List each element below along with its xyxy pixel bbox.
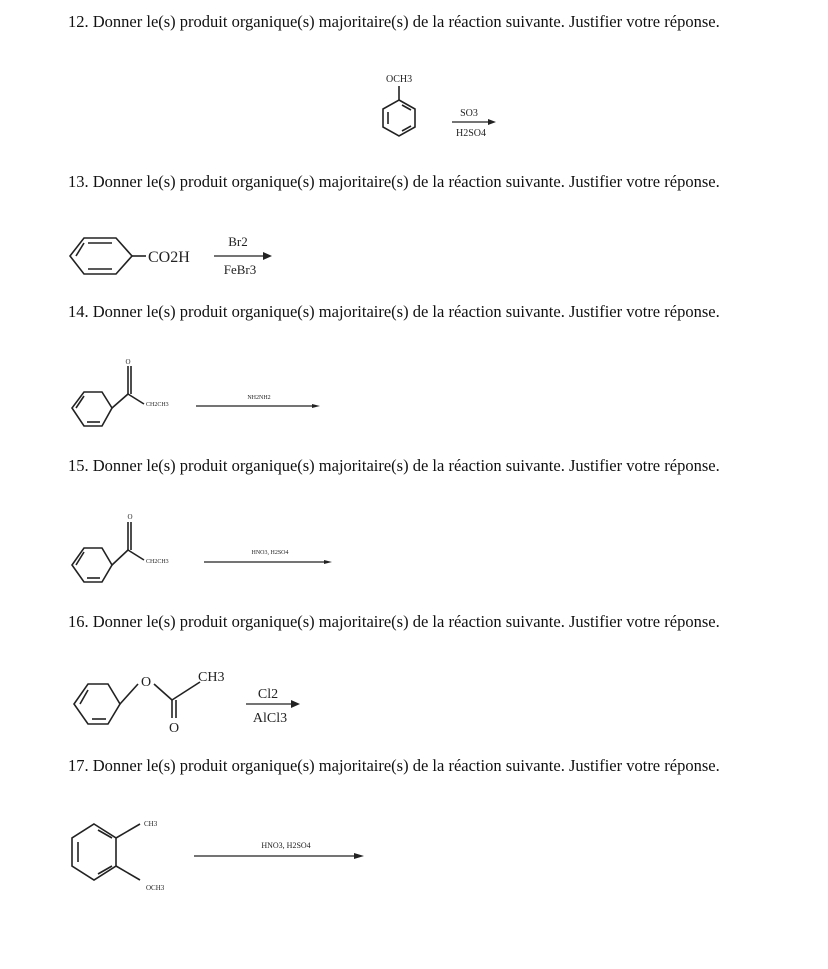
carbonyl-oxygen-16: O: [168, 721, 180, 736]
reagent-bottom-16: AlCl3: [252, 711, 288, 726]
question-13-text: 13. Donner le(s) produit organique(s) majoritaire(s) de la réaction suivante. Justifier votre réponse.: [68, 172, 720, 191]
reaction-12-scheme: [372, 64, 522, 150]
reagent-top-16: Cl2: [257, 687, 279, 702]
reaction-13-scheme: [66, 226, 286, 286]
carboxylic-acid-label-13: CO2H: [148, 249, 190, 266]
ketone-molecule-14: [72, 366, 144, 426]
reaction-17-scheme: [64, 810, 374, 900]
methyl-label-16: CH3: [198, 670, 225, 685]
ketone-molecule-15: [72, 522, 144, 582]
reaction-16-scheme: [66, 664, 316, 740]
ketone-oxygen-15: O: [127, 513, 133, 521]
question-15-text: 15. Donner le(s) produit organique(s) majoritaire(s) de la réaction suivante. Justifier votre réponse.: [68, 456, 720, 475]
arrow-head-12: [488, 119, 496, 125]
methoxy-label-17: OCH3: [146, 884, 165, 892]
benzene-ring-13: [70, 238, 146, 274]
reagent-top-14: NH2NH2: [247, 395, 271, 401]
reagent-top-17: HNO3, H2SO4: [261, 841, 311, 850]
reagent-top-13: Br2: [228, 234, 248, 249]
ketone-oxygen-14: O: [125, 358, 131, 366]
reaction-14-scheme: [64, 356, 334, 440]
arrow-head-16: [291, 700, 300, 708]
question-17-text: 17. Donner le(s) produit organique(s) majoritaire(s) de la réaction suivante. Justifier votre réponse.: [68, 756, 720, 775]
question-16-text: 16. Donner le(s) produit organique(s) majoritaire(s) de la réaction suivante. Justifier votre réponse.: [68, 612, 720, 631]
arrow-head-14: [312, 404, 320, 408]
benzene-ring-12: [383, 86, 415, 136]
benzene-ring-17: [72, 824, 140, 880]
reaction-15-scheme: [64, 510, 344, 594]
question-14-text: 14. Donner le(s) produit organique(s) majoritaire(s) de la réaction suivante. Justifier votre réponse.: [68, 302, 720, 321]
arrow-head-15: [324, 560, 332, 564]
reagent-top-12: SO3: [460, 108, 478, 119]
ester-molecule-16: [74, 682, 200, 724]
reagent-bottom-13: FeBr3: [223, 262, 257, 277]
ethyl-label-15: CH2CH3: [146, 559, 169, 565]
arrow-head-13: [263, 252, 272, 260]
arrow-head-17: [354, 853, 364, 859]
ethyl-label-14: CH2CH3: [146, 402, 169, 408]
ester-oxygen-16: O: [140, 675, 152, 690]
reagent-bottom-12: H2SO4: [455, 128, 487, 139]
methyl-label-17: CH3: [144, 820, 158, 828]
methoxy-label-12: OCH3: [386, 74, 413, 85]
reagent-top-15: HNO3, H2SO4: [251, 550, 289, 556]
question-12-text: 12. Donner le(s) produit organique(s) majoritaire(s) de la réaction suivante. Justifier votre réponse.: [68, 12, 720, 31]
